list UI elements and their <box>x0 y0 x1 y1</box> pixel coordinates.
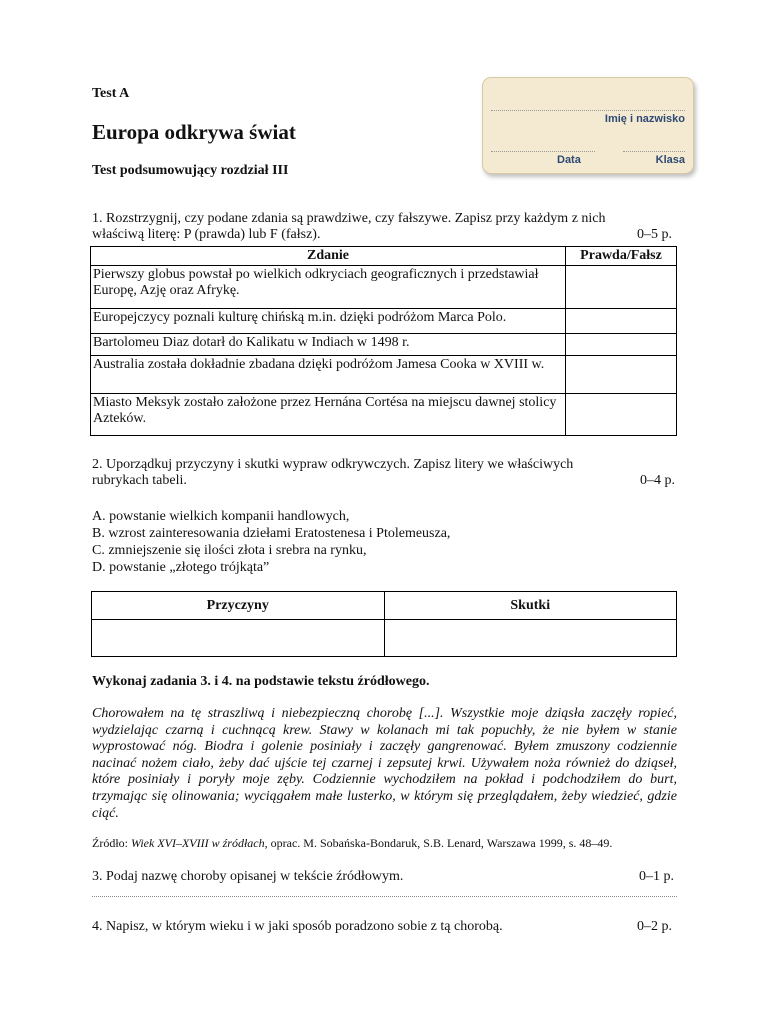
task1-points: 0–5 p. <box>637 227 672 242</box>
class-label: Klasa <box>655 154 685 166</box>
task1-statement-3: Bartolomeu Diaz dotarł do Kalikatu w Indiach w 1498 r. <box>91 334 566 356</box>
source-cite-title: Wiek XVI–XVIII w źródłach <box>131 836 265 850</box>
task4 <box>92 919 677 935</box>
source-cite-rest: , oprac. M. Sobańska-Bondaruk, S.B. Lenard, Warszawa 1999, s. 48–49. <box>264 836 613 850</box>
task1-answer-4[interactable] <box>566 356 677 394</box>
task1-answer-2[interactable] <box>566 309 677 334</box>
task3-answer-line[interactable] <box>92 896 677 897</box>
task2-header-causes: Przyczyny <box>92 592 385 620</box>
task2-option-c: C. zmniejszenie się ilości złota i srebra na rynku, <box>92 543 367 558</box>
task3-instruction: 3. Podaj nazwę choroby opisanej w tekście źródłowym. <box>92 869 404 884</box>
task1-instruction-line1: 1. Rozstrzygnij, czy podane zdania są prawdziwe, czy fałszywe. Zapisz przy każdym z nich <box>92 211 606 226</box>
task1-statement-5: Miasto Meksyk zostało założone przez Hernána Cortésa na miejscu dawnej stolicy Azteków. <box>91 394 566 436</box>
task2-instruction-line2: rubrykach tabeli. <box>92 473 187 488</box>
source-text: Chorowałem na tę straszliwą i niebezpieczną chorobę [...]. Wszystkie moje dziąsła zaczęły ropieć, wydzielając czarną i cuchnącą krew. Stawy w kolanach mi tak popuchły, że nie byłem w stanie wyprostować nóg. Biodra i golenie posiniały i zaczęły gangrenować. Byłem zmuszony codziennie nacinać nożem ciało, żeby dać ujście tej czarnej i zepsutej krwi. Używałem noża również do dziąseł, które posiniały i poryły moje zęby. Codziennie wychodziłem na pokład i podchodziłem do burt, trzymając się olinowania; wyciągałem małe lusterko, w którym się przeglądałem, żeby wiedzieć, gdzie ciąć. <box>92 706 677 821</box>
task2-instruction <box>92 457 677 489</box>
task2-effects-cell[interactable] <box>384 620 677 657</box>
task1-statement-2: Europejczycy poznali kulturę chińską m.in. dzięki podróżom Marca Polo. <box>91 309 566 334</box>
date-line[interactable] <box>491 151 595 152</box>
task1-table <box>90 246 677 436</box>
task2-points: 0–4 p. <box>640 473 675 488</box>
task1-header-truefalse: Prawda/Fałsz <box>566 247 677 266</box>
task2-option-d: D. powstanie „złotego trójkąta” <box>92 560 270 575</box>
task2-option-a: A. powstanie wielkich kompanii handlowych, <box>92 509 350 524</box>
name-label: Imię i nazwisko <box>604 113 685 125</box>
task2-table <box>91 591 677 657</box>
class-line[interactable] <box>623 151 685 152</box>
task4-points: 0–2 p. <box>637 919 672 934</box>
task1-instruction <box>92 211 677 243</box>
task2-option-b: B. wzrost zainteresowania dziełami Eratostenesa i Ptolemeusza, <box>92 526 451 541</box>
task1-statement-1: Pierwszy globus powstał po wielkich odkryciach geograficznych i przedstawiał Europę, Azję oraz Afrykę. <box>91 266 566 309</box>
source-heading: Wykonaj zadania 3. i 4. na podstawie tekstu źródłowego. <box>92 674 430 689</box>
task1-answer-3[interactable] <box>566 334 677 356</box>
task3-points: 0–1 p. <box>639 869 674 884</box>
source-cite-prefix: Źródło: <box>92 836 131 850</box>
task2-causes-cell[interactable] <box>92 620 385 657</box>
task2-header-effects: Skutki <box>384 592 677 620</box>
task1-statement-4: Australia została dokładnie zbadana dzięki podróżom Jamesa Cooka w XVIII w. <box>91 356 566 394</box>
test-label: Test A <box>92 86 130 101</box>
task2-instruction-line1: 2. Uporządkuj przyczyny i skutki wypraw odkrywczych. Zapisz litery we właściwych <box>92 457 574 472</box>
task3 <box>92 869 677 885</box>
page-title: Europa odkrywa świat <box>92 120 296 144</box>
task1-header-statement: Zdanie <box>91 247 566 266</box>
task1-answer-5[interactable] <box>566 394 677 436</box>
page-subtitle: Test podsumowujący rozdział III <box>92 163 289 178</box>
student-info-box <box>482 77 694 174</box>
task1-instruction-line2: właściwą literę: P (prawda) lub F (fałsz). <box>92 227 321 242</box>
task2-options <box>92 508 677 576</box>
name-line[interactable] <box>491 110 685 111</box>
task4-instruction: 4. Napisz, w którym wieku i w jaki sposób poradzono sobie z tą chorobą. <box>92 919 503 934</box>
source-citation <box>92 836 612 851</box>
date-label: Data <box>557 154 581 166</box>
task1-answer-1[interactable] <box>566 266 677 309</box>
